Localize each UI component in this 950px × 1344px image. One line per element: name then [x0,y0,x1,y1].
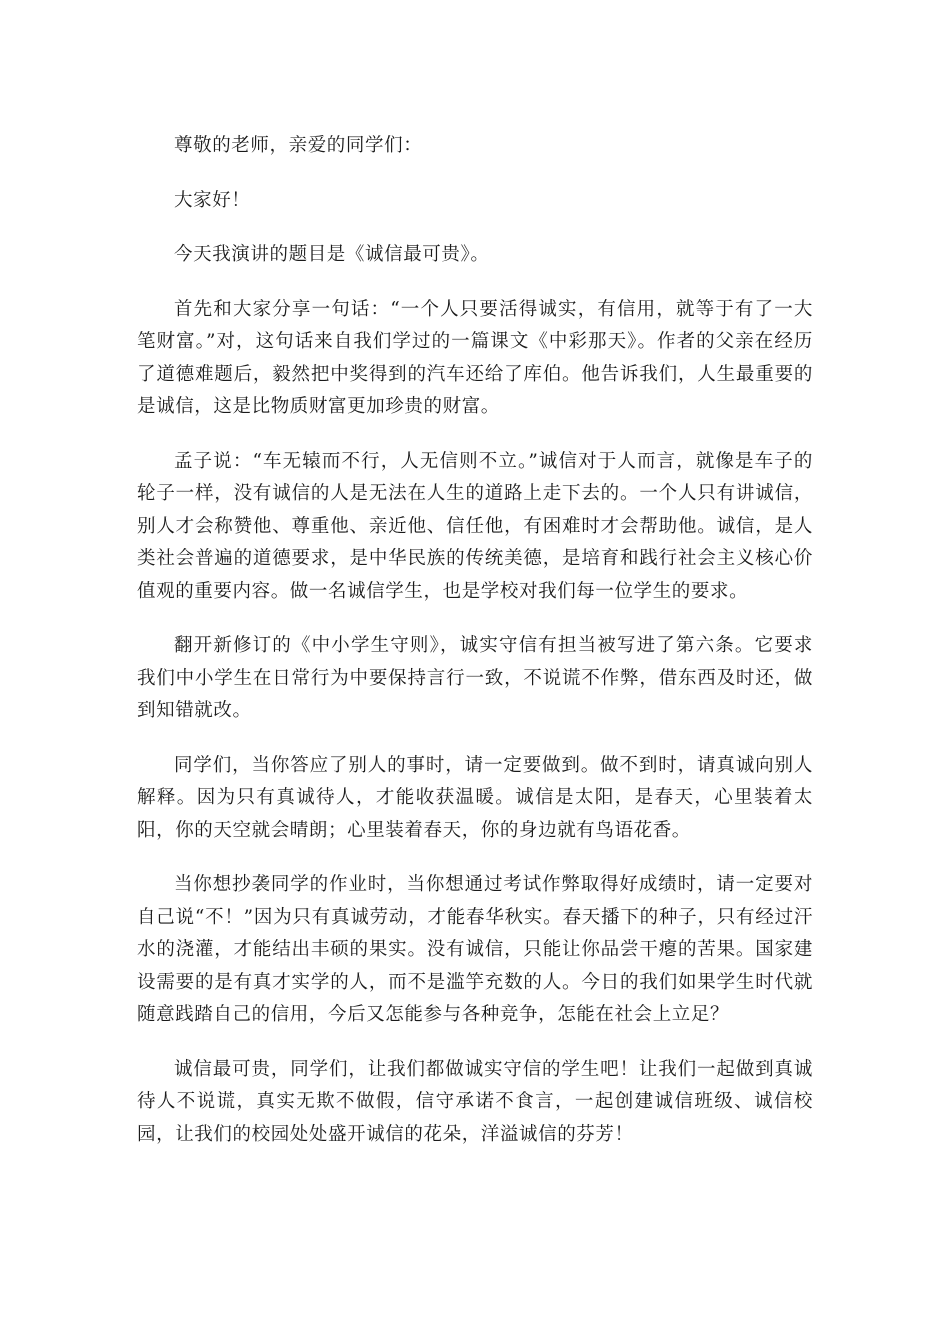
closing-paragraph: 诚信最可贵，同学们，让我们都做诚实守信的学生吧！让我们一起做到真诚待人不说谎，真实无欺不做假，信守承诺不食言，一起创建诚信班级、诚信校园，让我们的校园处处盛开诚信的花朵，洋溢诚信的芬芳！ [137,1058,813,1145]
greeting: 大家好！ [174,189,251,211]
body-paragraph: 当你想抄袭同学的作业时，当你想通过考试作弊取得好成绩时，请一定要对自己说“不！”因为只有真诚劳动，才能春华秋实。春天播下的种子，只有经过汗水的浇灌，才能结出丰硕的果实。没有诚信，只能让你品尝干瘪的苦果。国家建设需要的是有真才实学的人，而不是滥竽充数的人。今日的我们如果学生时代就随意践踏自己的信用，今后又怎能参与各种竞争，怎能在社会上立足？ [137,874,813,1025]
speech-body [137,130,813,1173]
body-paragraph: 孟子说：“车无辕而不行，人无信则不立。”诚信对于人而言，就像是车子的轮子一样，没有诚信的人是无法在人生的道路上走下去的。一个人只有讲诚信，别人才会称赞他、尊重他、亲近他、信任他，有困难时才会帮助他。诚信，是人类社会普遍的道德要求，是中华民族的传统美德，是培育和践行社会主义核心价值观的重要内容。做一名诚信学生，也是学校对我们每一位学生的要求。 [137,450,813,602]
body-paragraph: 同学们，当你答应了别人的事时，请一定要做到。做不到时，请真诚向别人解释。因为只有真诚待人，才能收获温暖。诚信是太阳，是春天，心里装着太阳，你的天空就会晴朗；心里装着春天，你的身边就有鸟语花香。 [137,754,813,841]
body-paragraph: 首先和大家分享一句话：“一个人只要活得诚实，有信用，就等于有了一大笔财富。”对，这句话来自我们学过的一篇课文《中彩那天》。作者的父亲在经历了道德难题后，毅然把中奖得到的汽车还给了库伯。他告诉我们，人生最重要的是诚信，这是比物质财富更加珍贵的财富。 [137,298,813,417]
body-paragraph: 翻开新修订的《中小学生守则》，诚实守信有担当被写进了第六条。它要求我们中小学生在日常行为中要保持言行一致，不说谎不作弊，借东西及时还，做到知错就改。 [137,635,813,721]
salutation: 尊敬的老师，亲爱的同学们： [174,135,423,156]
topic-paragraph: 今天我演讲的题目是《诚信最可贵》。 [174,244,490,265]
